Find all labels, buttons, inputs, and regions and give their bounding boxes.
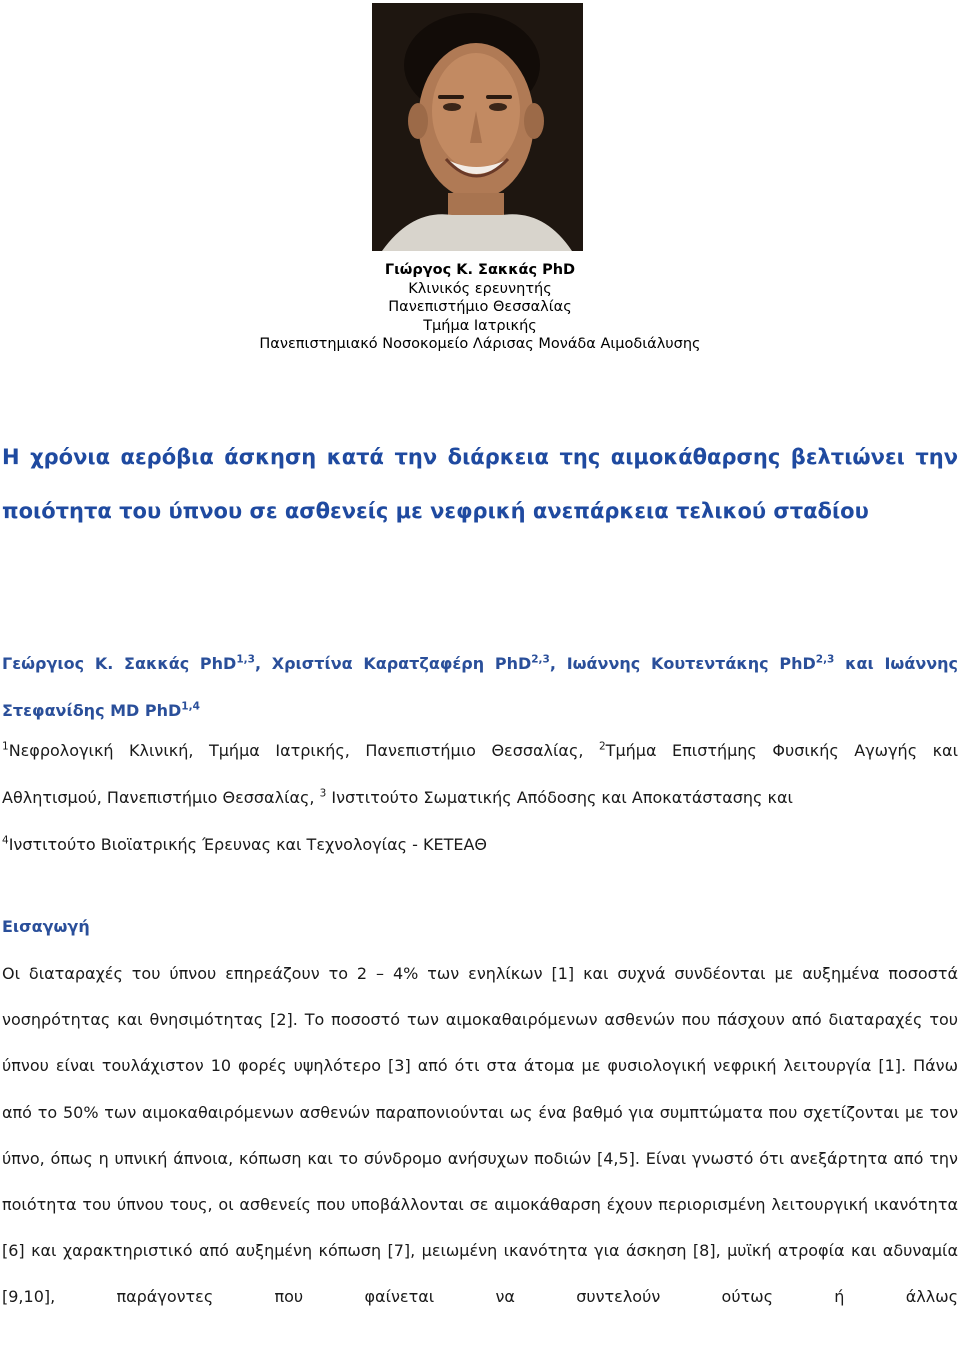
author-photo [372, 3, 583, 251]
affiliation-1-sup: 1 [2, 740, 9, 753]
author-2-name: Χριστίνα Καρατζαφέρη PhD [271, 654, 532, 673]
affiliation-1: Νεφρολογική Κλινική, Τμήμα Ιατρικής, Πανεπιστήμιο Θεσσαλίας, [8, 741, 599, 760]
author-3-sup: 2,3 [815, 653, 835, 666]
affiliation-4-sup: 4 [2, 834, 9, 847]
author-3-name: Ιωάννης Κουτεντάκης PhD [566, 654, 816, 673]
affiliation-2: Τμήμα Επιστήμης Φυσικής Αγωγής και Αθλητισμού, Πανεπιστήμιο Θεσσαλίας, [2, 741, 959, 807]
author-4-sup: 1,4 [181, 700, 200, 713]
affiliation-3: Ινστιτούτο Σωματικής Απόδοσης και Αποκατάστασης και [326, 788, 793, 807]
author-name: Γιώργος Κ. Σακκάς PhD [384, 262, 576, 278]
author-list [2, 640, 958, 734]
author-1-sep: , [254, 654, 272, 673]
author-4-name: Ιωάννης Στεφανίδης MD PhD [2, 654, 958, 720]
intro-heading: Εισαγωγή [2, 917, 90, 936]
author-1-name: Γεώργιος Κ. Σακκάς PhD [2, 654, 237, 673]
author-university: Πανεπιστήμιο Θεσσαλίας [388, 299, 572, 315]
author-2-sep: , [549, 654, 567, 673]
author-3-sep: και [834, 654, 885, 673]
author-unit: Πανεπιστημιακό Νοσοκομείο Λάρισας Μονάδα Αιμοδιάλυσης [259, 336, 701, 352]
intro-paragraph: Οι διαταραχές του ύπνου επηρεάζουν το 2 – 4% των ενηλίκων [1] και συχνά συνδέονται με αυξημένα ποσοστά νοσηρότητας και θνησιμότητας [2]. Το ποσοστό των αιμοκαθαιρόμενων ασθενών που πάσχουν από διαταραχές του ύπνου είναι τουλάχιστον 10 φορές υψηλότερο [3] από ότι στα άτομα με φυσιολογική νεφρική λειτουργία [1]. Πάνω από το 50% των αιμοκαθαιρόμενων ασθενών παραπονιούνται ως ένα βαθμό για συμπτώματα που σχετίζονται με τον ύπνο, όπως η υπνική άπνοια, κόπωση και το σύνδρομο ανήσυχων ποδιών [4,5]. Είναι γνωστό ότι ανεξάρτητα από την ποιότητα του ύπνου τους, οι ασθενείς που υποβάλλονται σε αιμοκάθαρση έχουν περιορισμένη λειτουργική ικανότητα [6] και χαρακτηριστικό από αυξημένη κόπωση [7], μειωμένη ικανότητα για άσκηση [8], μυϊκή ατροφία και αδυναμία [9,10], παράγοντες που φαίνεται να συντελούν ούτως ή άλλως [2, 964, 958, 1307]
affiliations [2, 727, 958, 868]
affiliation-2-sup: 2 [598, 740, 606, 753]
author-1-sup: 1,3 [236, 653, 255, 666]
affiliation-3-sup: 3 [319, 787, 327, 800]
article-title: Η χρόνια αερόβια άσκηση κατά την διάρκεια της αιμοκάθαρσης βελτιώνει την ποιότητα του ύπνου σε ασθενείς με νεφρική ανεπάρκεια τελικού σταδίου [2, 445, 958, 523]
affiliation-4: Ινστιτούτο Βιοϊατρικής Έρευνας και Τεχνολογίας - ΚΕΤΕΑΘ [8, 835, 487, 854]
author-role: Κλινικός ερευνητής [408, 280, 552, 297]
author-2-sup: 2,3 [531, 653, 550, 666]
author-info [0, 261, 960, 354]
author-department: Τμήμα Ιατρικής [423, 317, 537, 334]
